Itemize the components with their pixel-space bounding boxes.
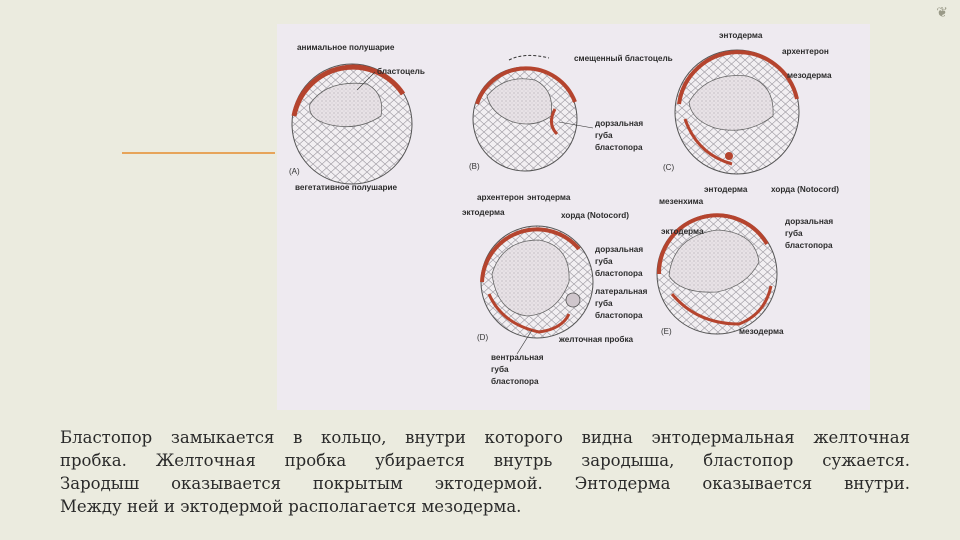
label-ectoderm-e: эктодерма: [661, 227, 704, 236]
caption-line: Зародыш оказывается покрытым эктодермой. Энтодерма оказывается внутри.: [60, 474, 910, 493]
caption-paragraph: [60, 426, 910, 518]
label-lateral-lip-line1: латеральная: [595, 287, 648, 296]
caption-line: Между ней и эктодермой располагается мезодерма.: [60, 497, 522, 516]
label-ventral-lip-line1: вентральная: [491, 353, 544, 362]
label-displaced-blastocoel: смещенный бластоцель: [574, 54, 673, 63]
label-dorsal-lip-d-line3: бластопора: [595, 269, 643, 278]
panel-label-b: (B): [469, 162, 480, 171]
accent-divider-line: [122, 152, 275, 154]
caption-line: Бластопор замыкается в кольцо, внутри которого видна энтодермальная желточная: [60, 428, 910, 447]
label-mesoderm-e: мезодерма: [739, 327, 784, 336]
panel-b-embryo: [473, 55, 577, 171]
panel-d-embryo: [481, 226, 593, 338]
label-ectoderm-d: эктодерма: [462, 208, 505, 217]
label-mesoderm-c: мезодерма: [787, 71, 832, 80]
label-dorsal-lip-b-line3: бластопора: [595, 143, 643, 152]
label-dorsal-lip-d-line2: губа: [595, 257, 613, 266]
label-endoderm-e: энтодерма: [704, 185, 748, 194]
caption-line: пробка. Желточная пробка убирается внутрь зародыша, бластопор сужается.: [60, 451, 910, 470]
panel-label-c: (C): [663, 163, 675, 172]
label-dorsal-lip-e-line2: губа: [785, 229, 803, 238]
label-dorsal-lip-b-line2: губа: [595, 131, 613, 140]
label-mesenchyme-e: мезенхима: [659, 197, 704, 206]
label-archenteron-d: архентерон: [477, 193, 524, 202]
label-dorsal-lip-d-line1: дорзальная: [595, 245, 644, 254]
label-notochord-d: хорда (Notocord): [561, 211, 630, 220]
label-lateral-lip-line2: губа: [595, 299, 613, 308]
gastrulation-illustration: [277, 24, 870, 410]
label-archenteron-c: архентерон: [782, 47, 829, 56]
label-dorsal-lip-b-line1: дорзальная: [595, 119, 644, 128]
panel-label-d: (D): [477, 333, 489, 342]
embryo-gastrulation-figure: [277, 24, 870, 410]
double-chevron-icon: ❦: [936, 5, 948, 21]
panel-c-embryo: [675, 50, 799, 174]
label-vegetal-hemisphere: вегетативное полушарие: [295, 183, 398, 192]
label-endoderm-d: энтодерма: [527, 193, 571, 202]
label-dorsal-lip-e-line1: дорзальная: [785, 217, 834, 226]
panel-label-e: (E): [661, 327, 672, 336]
label-animal-hemisphere: анимальное полушарие: [297, 43, 395, 52]
label-notochord-e: хорда (Notocord): [771, 185, 840, 194]
label-ventral-lip-line3: бластопора: [491, 377, 539, 386]
label-endoderm-c: энтодерма: [719, 31, 763, 40]
label-blastocoel: бластоцель: [377, 67, 425, 76]
label-dorsal-lip-e-line3: бластопора: [785, 241, 833, 250]
label-yolk-plug: желточная пробка: [559, 335, 634, 344]
panel-label-a: (A): [289, 167, 300, 176]
label-lateral-lip-line3: бластопора: [595, 311, 643, 320]
label-ventral-lip-line2: губа: [491, 365, 509, 374]
panel-a-embryo: [292, 64, 412, 184]
